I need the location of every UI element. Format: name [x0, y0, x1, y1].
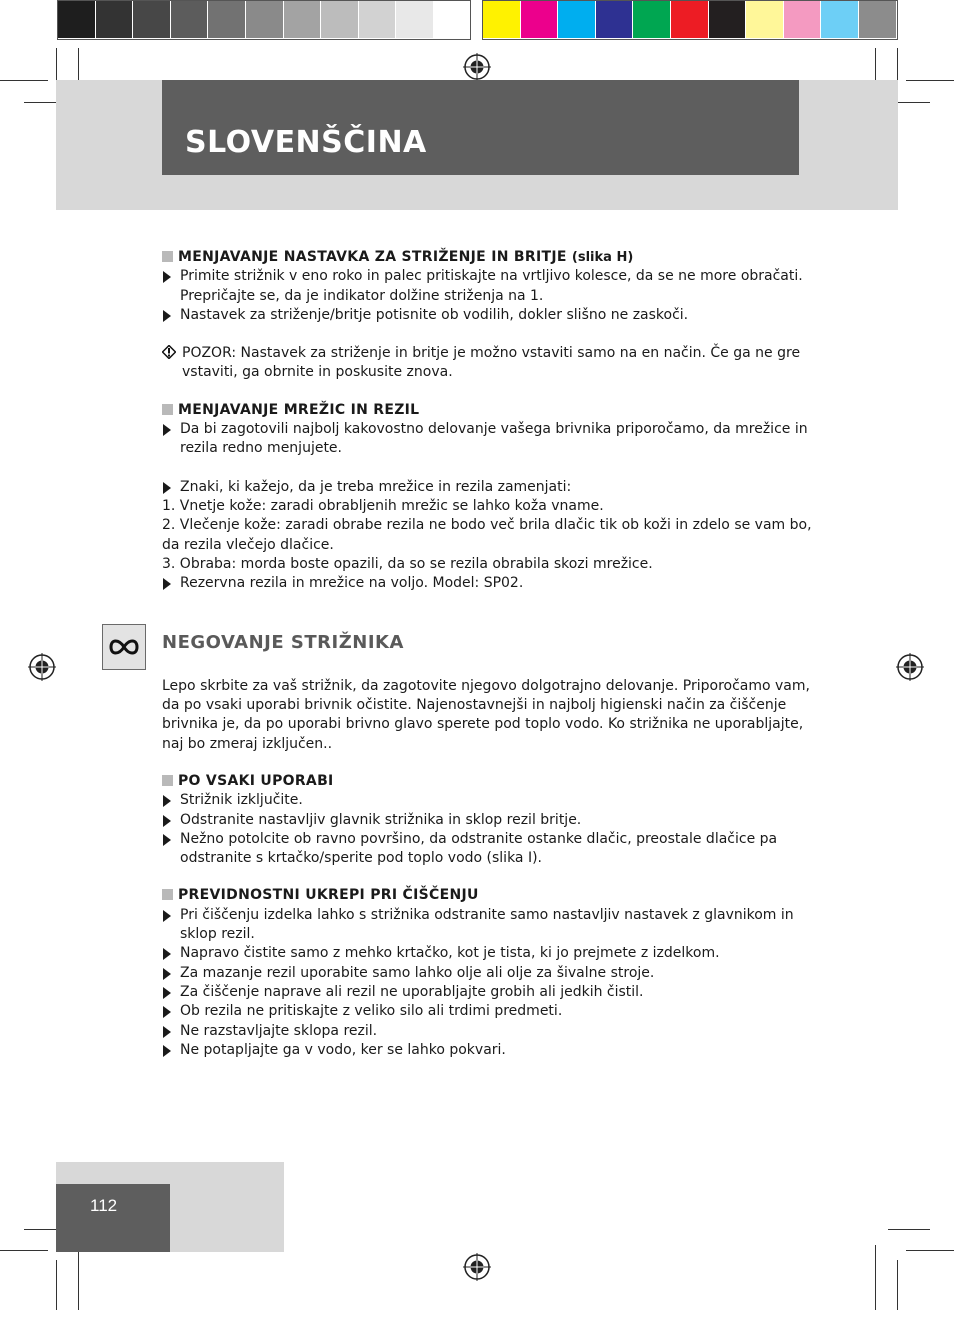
square-bullet-icon — [162, 404, 173, 415]
crop-mark — [888, 1229, 930, 1230]
crop-mark — [906, 1250, 954, 1251]
crop-mark — [0, 80, 48, 81]
registration-mark-icon — [896, 653, 924, 681]
list-item: Nežno potolcite ob ravno površino, da odstranite ostanke dlačic, preostale dlačice pa — [162, 830, 802, 849]
gray-strip-frame — [57, 0, 471, 40]
section-heading: PO VSAKI UPORABI — [162, 772, 802, 791]
list-item: Ne razstavljajte sklopa rezil. — [162, 1022, 802, 1041]
warning-note-continuation: vstaviti, ga obrnite in poskusite znova. — [182, 364, 453, 381]
list-item-continuation: rezila redno menjujete. — [180, 440, 342, 457]
numbered-item: 3. Obraba: morda boste opazili, da so se rezila obrabila skozi mrežice. — [162, 555, 653, 572]
square-bullet-icon — [162, 251, 173, 262]
triangle-bullet-icon — [163, 1045, 171, 1057]
paragraph-line: Lepo skrbite za vaš strižnik, da zagotovite njegovo dolgotrajno delovanje. Priporočamo vam, — [162, 677, 810, 694]
triangle-bullet-icon — [163, 910, 171, 922]
triangle-bullet-icon — [163, 424, 171, 436]
crop-mark — [0, 1250, 48, 1251]
crop-mark — [56, 48, 57, 80]
registration-mark-icon — [28, 653, 56, 681]
list-item: Za čiščenje naprave ali rezil ne uporabljajte grobih ali jedkih čistil. — [162, 983, 802, 1002]
numbered-item-continuation: da rezila vlečejo dlačice. — [162, 536, 334, 553]
triangle-bullet-icon — [163, 271, 171, 283]
list-item: Strižnik izključite. — [162, 791, 802, 810]
list-item: Primite strižnik v eno roko in palec pritiskajte na vrtljivo kolesce, da se ne more obračati. — [162, 267, 802, 286]
page-number: 112 — [90, 1196, 118, 1215]
crop-mark — [897, 1260, 898, 1310]
crop-mark — [897, 48, 898, 80]
color-strip-frame — [482, 0, 898, 40]
list-item: Da bi zagotovili najbolj kakovostno delovanje vašega brivnika priporočamo, da mrežice in — [162, 420, 802, 439]
list-item: Ne potapljajte ga v vodo, ker se lahko pokvari. — [162, 1041, 802, 1060]
list-item-continuation: Prepričajte se, da je indikator dolžine striženja na 1. — [180, 287, 544, 304]
triangle-bullet-icon — [163, 1026, 171, 1038]
paragraph-line: naj bo zmeraj izključen.. — [162, 735, 333, 752]
triangle-bullet-icon — [163, 987, 171, 999]
triangle-bullet-icon — [163, 310, 171, 322]
registration-mark-icon — [463, 53, 491, 81]
triangle-bullet-icon — [163, 834, 171, 846]
crop-mark — [906, 80, 954, 81]
list-item: Pri čiščenju izdelka lahko s strižnika odstranite samo nastavljiv nastavek z glavnikom in — [162, 906, 802, 925]
registration-mark-icon — [463, 1253, 491, 1281]
list-item: Znaki, ki kažejo, da je treba mrežice in rezila zamenjati: — [162, 478, 802, 497]
page-number-panel — [56, 1184, 170, 1252]
warning-note: POZOR: Nastavek za striženje in britje je možno vstaviti samo na en način. Če ga ne gre — [162, 344, 802, 363]
triangle-bullet-icon — [163, 482, 171, 494]
section-heading: PREVIDNOSTNI UKREPI PRI ČIŠČENJU — [162, 886, 802, 905]
infinity-icon — [102, 624, 146, 670]
list-item: Odstranite nastavljiv glavnik strižnika in sklop rezil britje. — [162, 811, 802, 830]
square-bullet-icon — [162, 889, 173, 900]
triangle-bullet-icon — [163, 578, 171, 590]
list-item: Rezervna rezila in mrežice na voljo. Model: SP02. — [162, 574, 802, 593]
triangle-bullet-icon — [163, 795, 171, 807]
page-title: SLOVENŠČINA — [185, 125, 427, 160]
paragraph-line: brivnika je, da po uporabi brivno glavo sperete pod toplo vodo. Ko strižnika ne uporabljajte, — [162, 716, 804, 733]
triangle-bullet-icon — [163, 1006, 171, 1018]
crop-mark — [78, 1245, 79, 1310]
list-item: Ob rezila ne pritiskajte z veliko silo ali trdimi predmeti. — [162, 1002, 802, 1021]
page-content — [162, 248, 812, 1060]
paragraph-line: da po vsaki uporabi brivnik očistite. Najenostavnejši in najbolj higienski način za čiščenje — [162, 697, 787, 714]
numbered-item: 1. Vnetje kože: zaradi obrabljenih mrežic se lahko koža vname. — [162, 497, 604, 514]
list-item-continuation: odstranite s krtačko/sperite pod toplo vodo (slika I). — [180, 850, 542, 867]
warning-diamond-icon — [162, 345, 176, 359]
list-item: Napravo čistite samo z mehko krtačko, kot je tista, ki jo prejmete z izdelkom. — [162, 944, 802, 963]
list-item-continuation: sklop rezil. — [180, 926, 255, 943]
list-item: Za mazanje rezil uporabite samo lahko olje ali olje za šivalne stroje. — [162, 964, 802, 983]
triangle-bullet-icon — [163, 815, 171, 827]
list-item: Nastavek za striženje/britje potisnite ob vodilih, dokler slišno ne zaskoči. — [162, 306, 802, 325]
triangle-bullet-icon — [163, 948, 171, 960]
crop-mark — [875, 1245, 876, 1310]
square-bullet-icon — [162, 775, 173, 786]
crop-mark — [56, 1260, 57, 1310]
section-title: NEGOVANJE STRIŽNIKA — [162, 632, 404, 654]
section-heading: MENJAVANJE MREŽIC IN REZIL — [162, 401, 802, 420]
numbered-item: 2. Vlečenje kože: zaradi obrabe rezila ne bodo več brila dlačic tik ob koži in zdelo se vam bo, — [162, 517, 812, 534]
triangle-bullet-icon — [163, 968, 171, 980]
section-heading: MENJAVANJE NASTAVKA ZA STRIŽENJE IN BRITJE (slika H) — [162, 248, 802, 267]
